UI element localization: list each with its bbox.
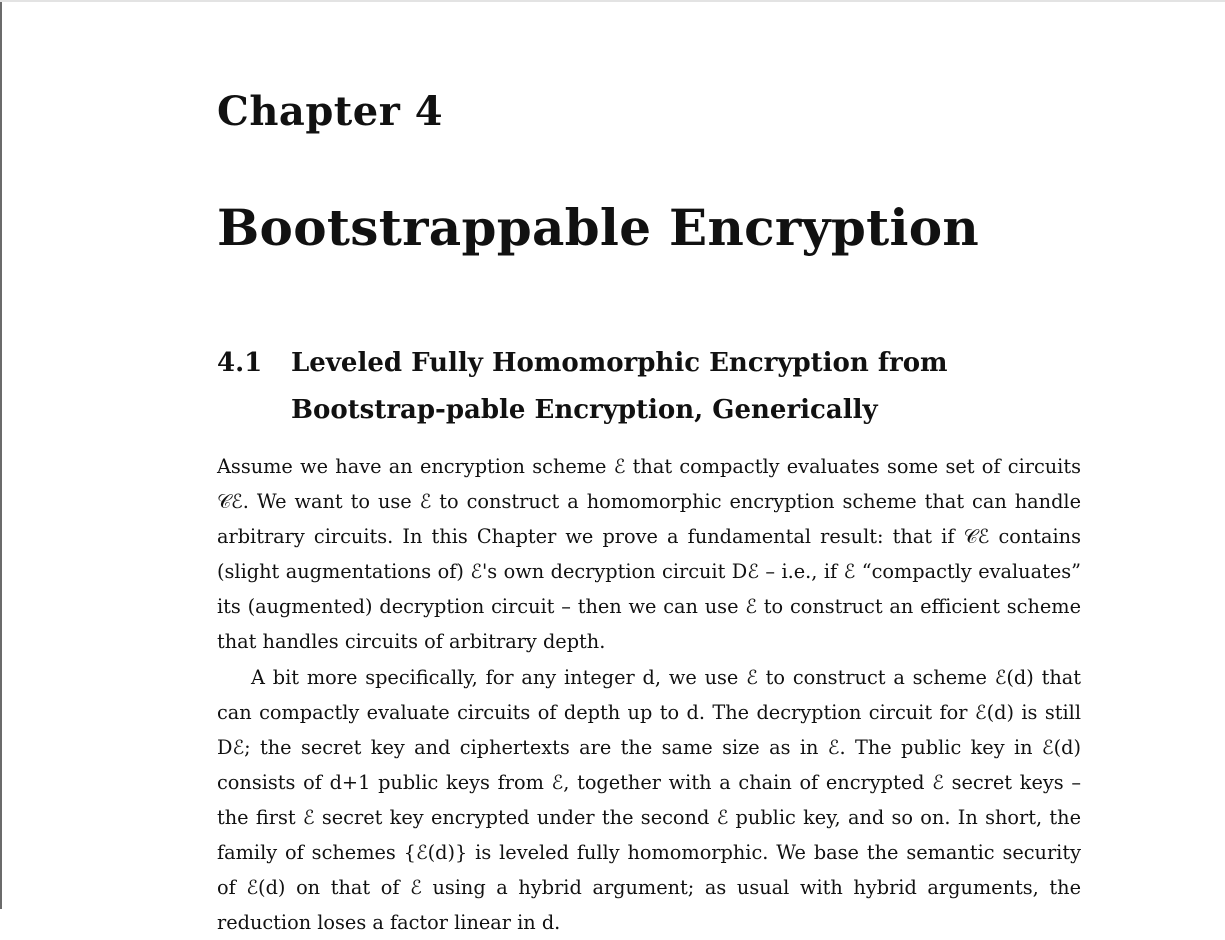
section-title: Leveled Fully Homomorphic Encryption from Bootstrap-pable Encryption, Generically [291,348,948,425]
paragraph: A bit more specifically, for any integer d, we use ℰ to construct a scheme ℰ(d) that can compactly evaluate circuits of depth up to d. The decryption circuit for ℰ(d) is still Dℰ; the secret key and ciphertexts are the same size as in ℰ. The public key in ℰ(d) consists of d+1 public keys from ℰ, together with a chain of encrypted ℰ secret keys – the first ℰ secret key encrypted under the second ℰ public key, and so on. In short, the family of schemes {ℰ(d)} is leveled fully homomorphic. We base the semantic security of ℰ(d) on that of ℰ using a hybrid argument; as usual with hybrid arguments, the reduction loses a factor linear in d. [217,665,1081,935]
page-left-edge [0,0,2,909]
body-text [217,449,1081,940]
page-top-edge [0,0,1225,2]
chapter-label: Chapter 4 [217,88,444,135]
section-number: 4.1 [217,348,263,378]
chapter-title: Bootstrappable Encryption [217,198,980,257]
paragraph: Assume we have an encryption scheme ℰ that compactly evaluates some set of circuits 𝒞ℰ. We want to use ℰ to construct a homomorphic encryption scheme that can handle arbitrary circuits. In this Chapter we prove a fundamental result: that if 𝒞ℰ contains (slight augmentations of) ℰ's own decryption circuit Dℰ – i.e., if ℰ “compactly evaluates” its (augmented) decryption circuit – then we can use ℰ to construct an efficient scheme that handles circuits of arbitrary depth. [217,455,1081,654]
